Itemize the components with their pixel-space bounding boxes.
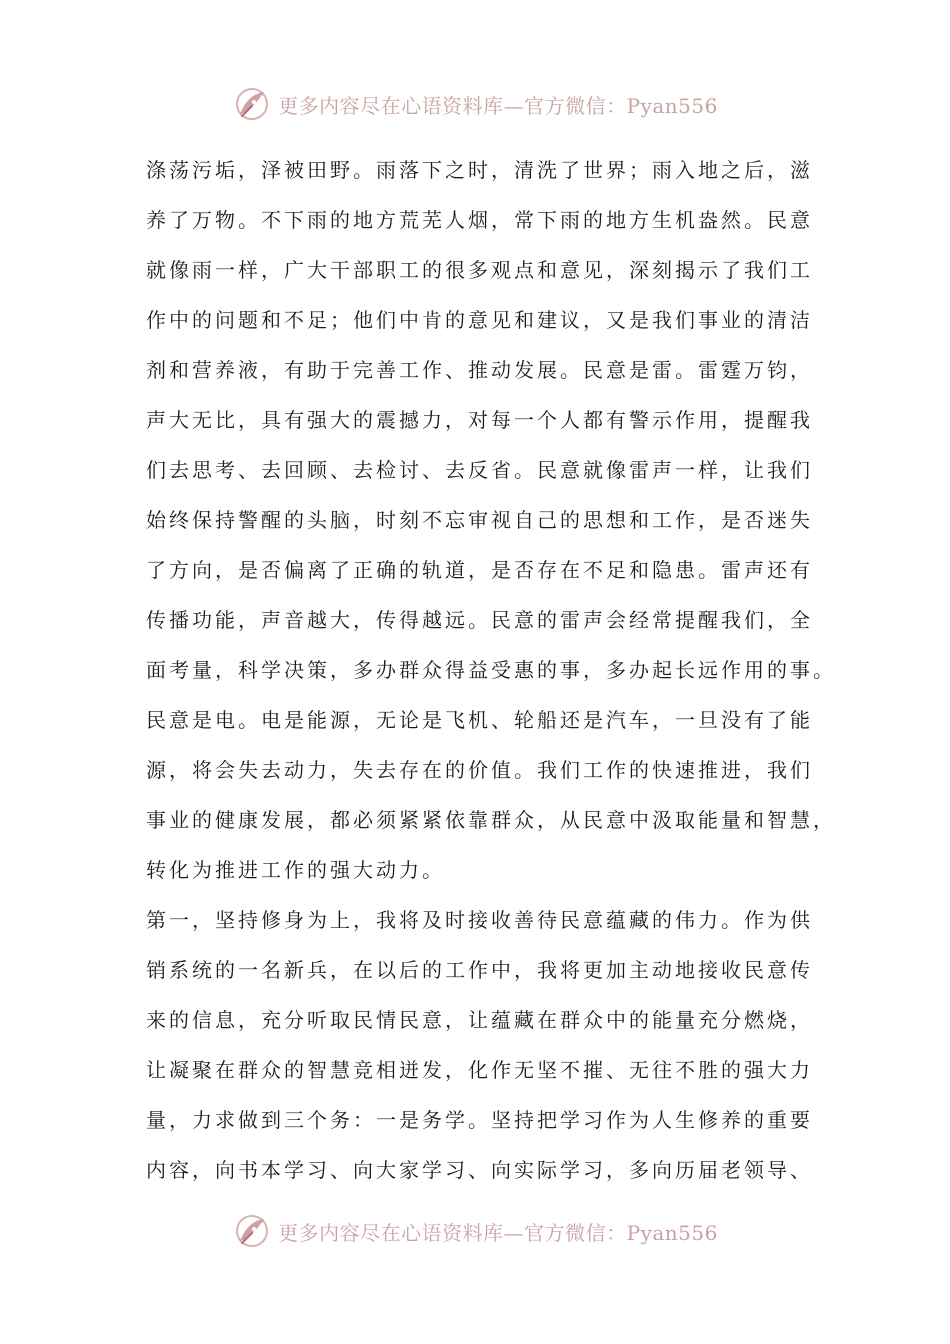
text-line: 让凝聚在群众的智慧竞相迸发，化作无坚不摧、无往不胜的强大力	[146, 1058, 813, 1082]
watermark-header	[0, 80, 950, 128]
document-body	[146, 150, 836, 1200]
text-line: 作中的问题和不足；他们中肯的意见和建议，又是我们事业的清洁	[146, 308, 813, 332]
text-line: 们去思考、去回顾、去检讨、去反省。民意就像雷声一样，让我们	[146, 458, 813, 482]
text-line: 就像雨一样，广大干部职工的很多观点和意见，深刻揭示了我们工	[146, 258, 813, 282]
text-line: 了方向，是否偏离了正确的轨道，是否存在不足和隐患。雷声还有	[146, 558, 813, 582]
watermark-text: 更多内容尽在心语资料库—官方微信：Pyan556	[278, 1220, 718, 1245]
text-line: 转化为推进工作的强大动力。	[146, 858, 445, 882]
text-line: 声大无比，具有强大的震撼力，对每一个人都有警示作用，提醒我	[146, 408, 813, 432]
text-line: 剂和营养液，有助于完善工作、推动发展。民意是雷。雷霆万钧，	[146, 358, 813, 382]
text-line: 第一，坚持修身为上，我将及时接收善待民意蕴藏的伟力。作为供	[146, 908, 813, 932]
pen-nib-logo-icon	[232, 1211, 272, 1251]
text-line: 量，力求做到三个务：一是务学。坚持把学习作为人生修养的重要	[146, 1108, 813, 1132]
text-line: 事业的健康发展，都必须紧紧依靠群众，从民意中汲取能量和智慧，	[146, 808, 836, 832]
watermark-text: 更多内容尽在心语资料库—官方微信：Pyan556	[278, 93, 718, 118]
text-line: 始终保持警醒的头脑，时刻不忘审视自己的思想和工作，是否迷失	[146, 508, 813, 532]
pen-nib-logo-icon	[232, 84, 272, 124]
text-line: 养了万物。不下雨的地方荒芜人烟，常下雨的地方生机盎然。民意	[146, 208, 813, 232]
text-line: 传播功能，声音越大，传得越远。民意的雷声会经常提醒我们，全	[146, 608, 813, 632]
text-line: 销系统的一名新兵，在以后的工作中，我将更加主动地接收民意传	[146, 958, 813, 982]
text-line: 源，将会失去动力，失去存在的价值。我们工作的快速推进，我们	[146, 758, 813, 782]
text-line: 民意是电。电是能源，无论是飞机、轮船还是汽车，一旦没有了能	[146, 708, 813, 732]
text-line: 面考量，科学决策，多办群众得益受惠的事，多办起长远作用的事。	[146, 658, 836, 682]
text-line: 内容，向书本学习、向大家学习、向实际学习，多向历届老领导、	[146, 1158, 813, 1182]
text-line: 涤荡污垢，泽被田野。雨落下之时，清洗了世界；雨入地之后，滋	[146, 158, 813, 182]
text-line: 来的信息，充分听取民情民意，让蕴藏在群众中的能量充分燃烧，	[146, 1008, 813, 1032]
watermark-footer	[0, 1207, 950, 1255]
